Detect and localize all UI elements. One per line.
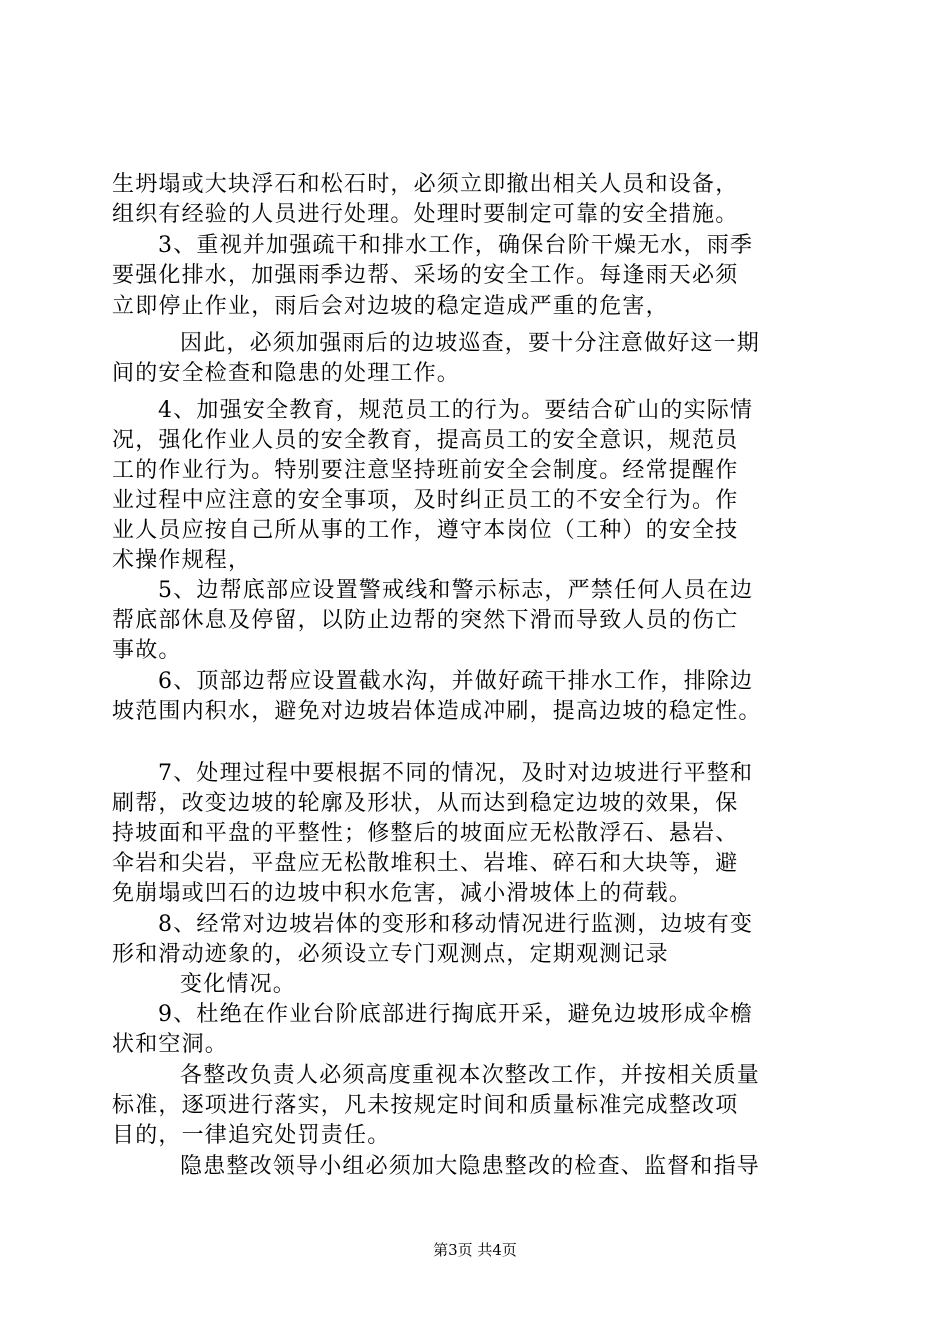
text-line: 9、杜绝在作业台阶底部进行掏底开采，避免边坡形成伞檐 <box>158 1002 754 1027</box>
text-line: 工的作业行为。特别要注意坚持班前安全会制度。经常提醒作 <box>112 458 739 483</box>
text-line: 立即停止作业，雨后会对边坡的稳定造成严重的危害， <box>112 294 669 319</box>
text-line: 事故。 <box>112 638 182 663</box>
text-line: 6、顶部边帮应设置截水沟，并做好疏干排水工作，排除边 <box>158 669 754 694</box>
text-line: 目的，一律追究处罚责任。 <box>112 1123 391 1148</box>
text-line: 生坍塌或大块浮石和松石时，必须立即撤出相关人员和设备， <box>112 172 739 197</box>
text-line: 间的安全检查和隐患的处理工作。 <box>112 361 461 386</box>
text-line: 形和滑动迹象的，必须设立专门观测点，定期观测记录 <box>112 942 669 967</box>
text-line: 免崩塌或凹石的边坡中积水危害，减小滑坡体上的荷载。 <box>112 881 693 906</box>
text-line: 因此，必须加强雨后的边坡巡查，要十分注意做好这一期 <box>180 331 761 356</box>
text-line: 业人员应按自己所从事的工作，遵守本岗位（工种）的安全技 <box>112 518 739 543</box>
text-line: 持坡面和平盘的平整性；修整后的坡面应无松散浮石、悬岩、 <box>112 821 739 846</box>
text-line: 帮底部休息及停留，以防止边帮的突然下滑而导致人员的伤亡 <box>112 608 739 633</box>
text-line: 坡范围内积水，避免对边坡岩体造成冲刷，提高边坡的稳定性。 <box>112 699 762 724</box>
text-line: 况，强化作业人员的安全教育，提高员工的安全意识，规范员 <box>112 428 739 453</box>
text-line: 变化情况。 <box>180 972 297 997</box>
text-line: 7、处理过程中要根据不同的情况，及时对边坡进行平整和 <box>158 761 754 786</box>
text-line: 3、重视并加强疏干和排水工作，确保台阶干燥无水，雨季 <box>158 233 754 258</box>
page-number-footer: 第3页 共4页 <box>433 1241 517 1259</box>
text-line: 5、边帮底部应设置警戒线和警示标志，严禁任何人员在边 <box>158 578 754 603</box>
text-line: 术操作规程， <box>112 548 252 573</box>
text-line: 要强化排水，加强雨季边帮、采场的安全工作。每逢雨天必须 <box>112 263 739 288</box>
text-line: 刷帮，改变边坡的轮廓及形状，从而达到稳定边坡的效果，保 <box>112 791 739 816</box>
text-line: 隐患整改领导小组必须加大隐患整改的检查、监督和指导 <box>180 1154 761 1179</box>
text-line: 8、经常对边坡岩体的变形和移动情况进行监测，边坡有变 <box>158 912 754 937</box>
text-line: 组织有经验的人员进行处理。处理时要制定可靠的安全措施。 <box>112 202 739 227</box>
text-line: 标准，逐项进行落实，凡未按规定时间和质量标准完成整改项 <box>112 1093 739 1118</box>
text-line: 状和空洞。 <box>112 1032 229 1057</box>
text-line: 伞岩和尖岩，平盘应无松散堆积土、岩堆、碎石和大块等，避 <box>112 851 739 876</box>
text-line: 业过程中应注意的安全事项，及时纠正员工的不安全行为。作 <box>112 488 739 513</box>
text-line: 各整改负责人必须高度重视本次整改工作，并按相关质量 <box>180 1063 761 1088</box>
text-line: 4、加强安全教育，规范员工的行为。要结合矿山的实际情 <box>158 398 754 423</box>
